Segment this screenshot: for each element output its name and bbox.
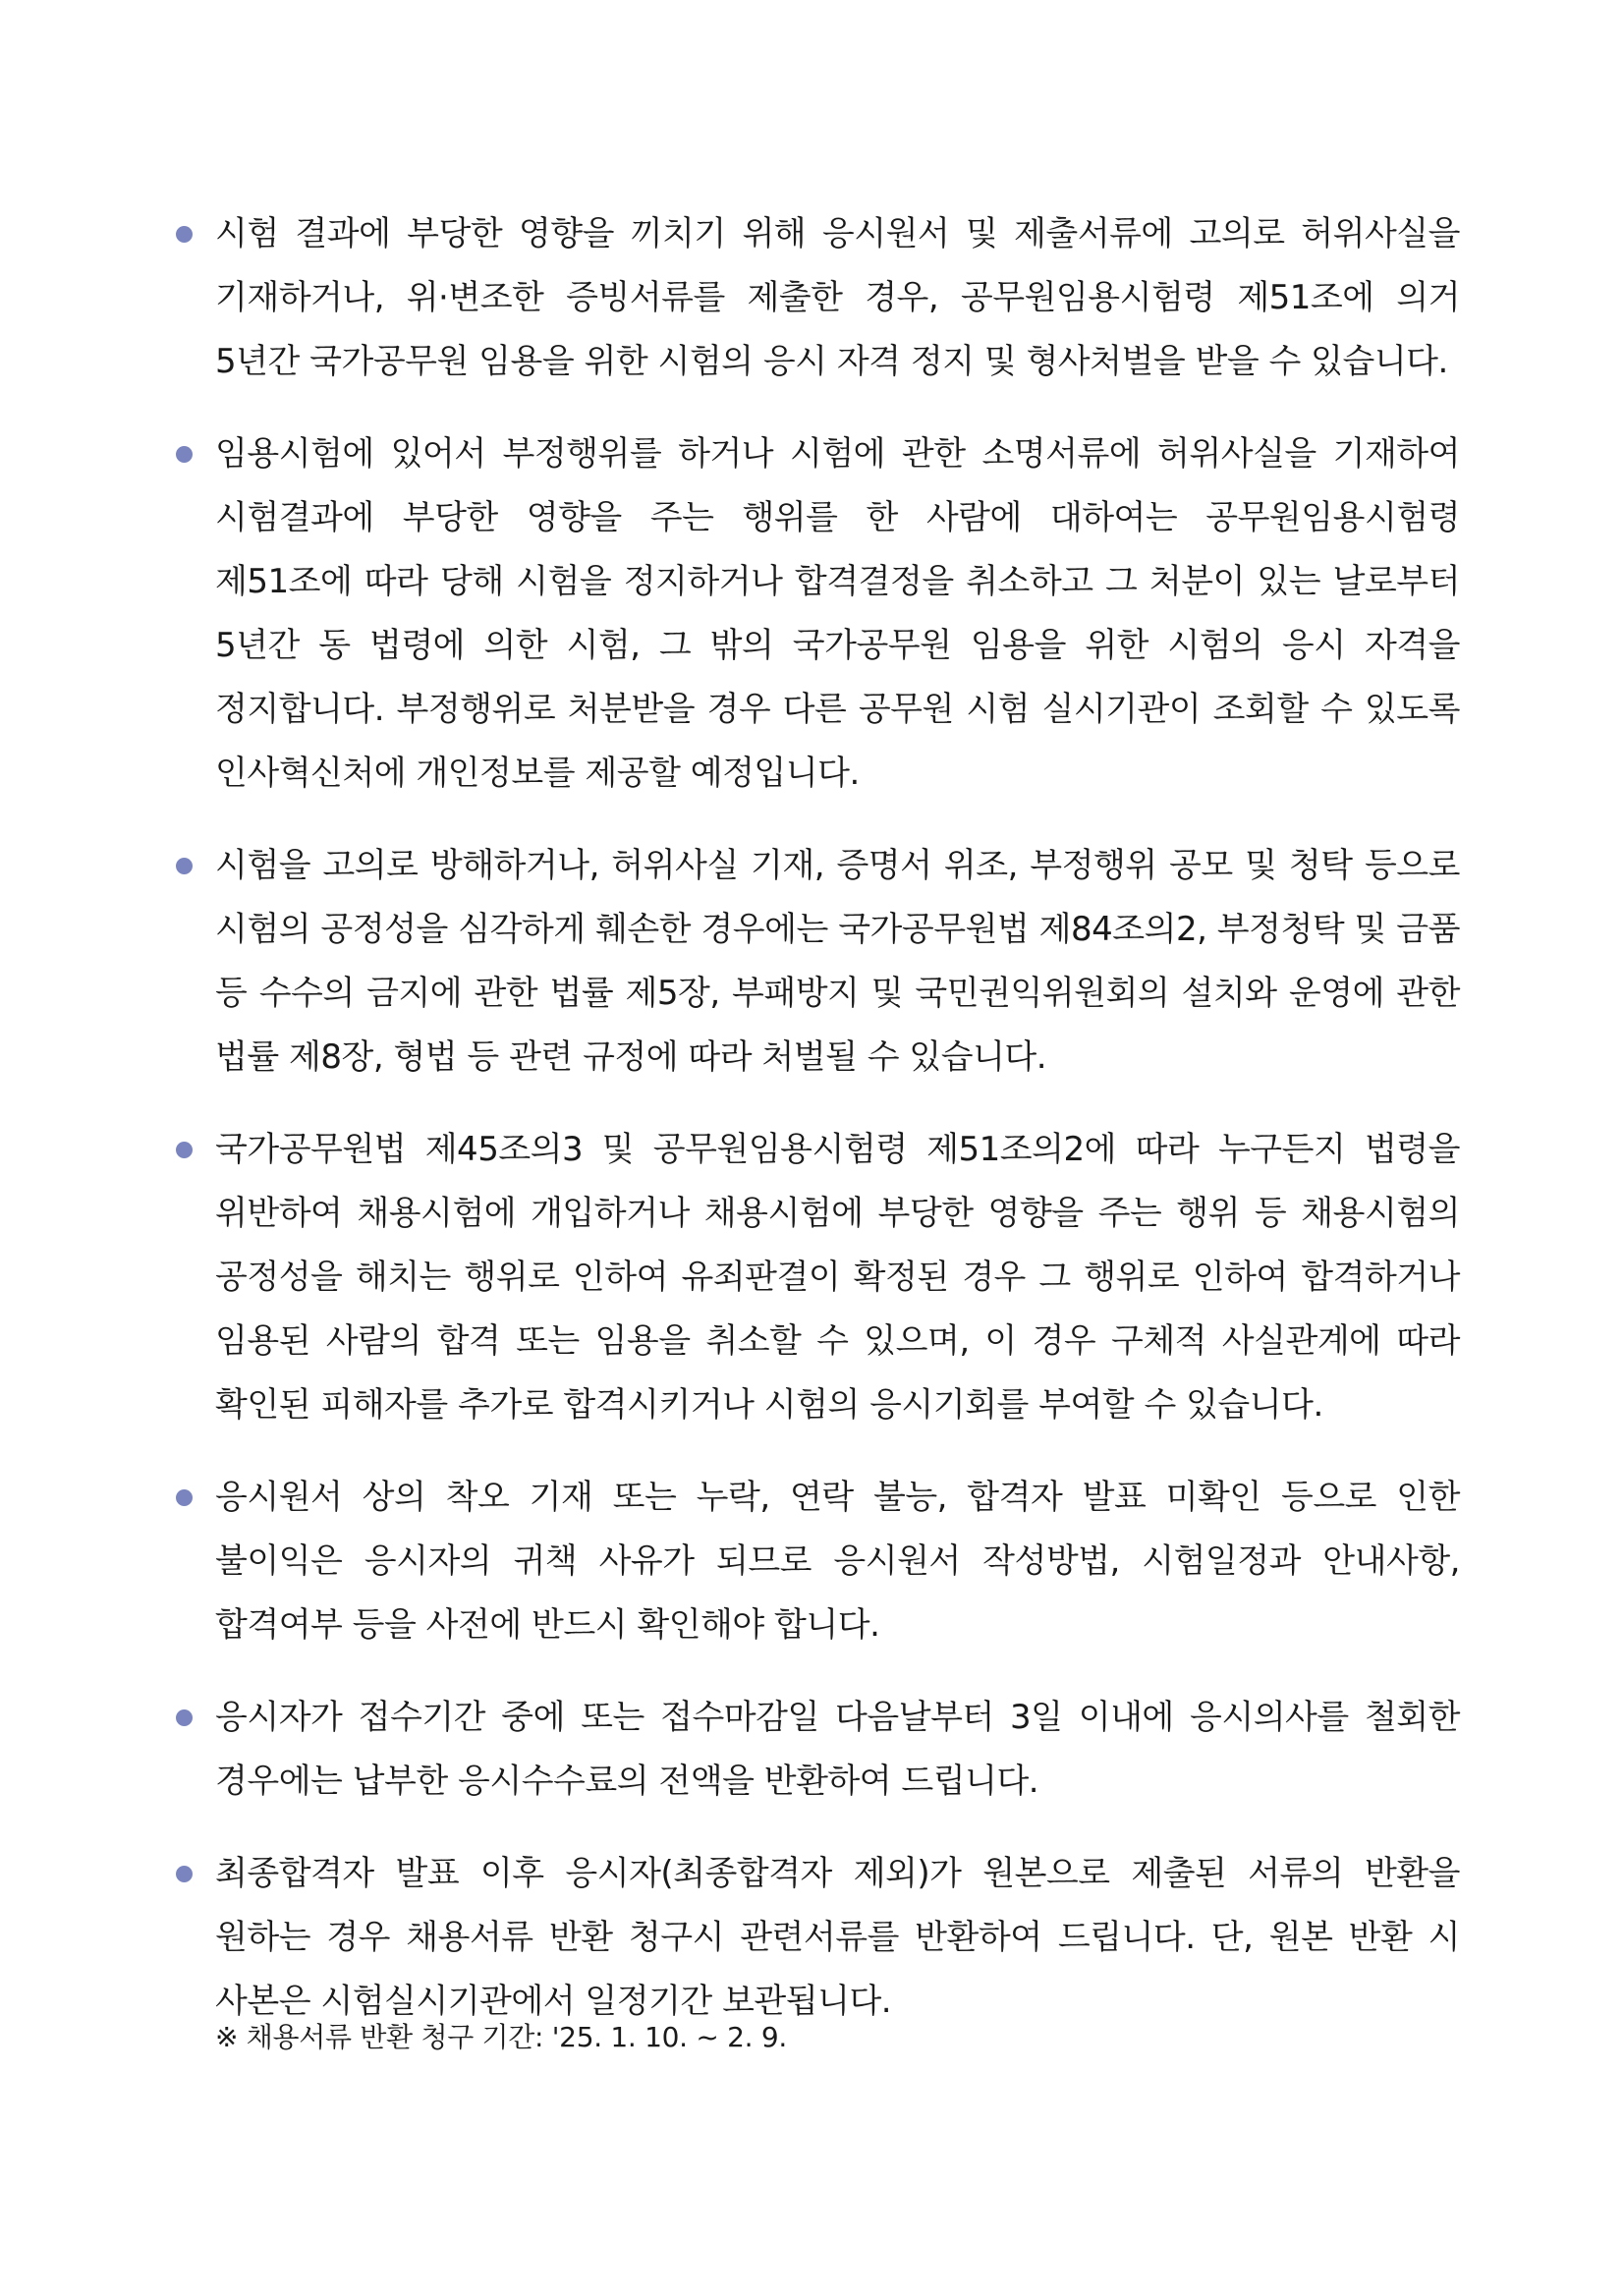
notice-text: 시험 결과에 부당한 영향을 끼치기 위해 응시원서 및 제출서류에 고의로 허위사실을 기재하거나, 위·변조한 증빙서류를 제출한 경우, 공무원임용시험령 제51조에 의거 5년간 국가공무원 임용을 위한 시험의 응시 자격 정지 및 형사처벌을 받을 수 있습니다.	[215, 214, 1460, 381]
notice-text: 국가공무원법 제45조의3 및 공무원임용시험령 제51조의2에 따라 누구든지 법령을 위반하여 채용시험에 개입하거나 채용시험에 부당한 영향을 주는 행위 등 채용시험의 공정성을 해치는 행위로 인하여 유죄판결이 확정된 경우 그 행위로 인하여 합격하거나 임용된 사람의 합격 또는 임용을 취소할 수 있으며, 이 경우 구체적 사실관계에 따라 확인된 피해자를 추가로 합격시키거나 시험의 응시기회를 부여할 수 있습니다.	[215, 1130, 1460, 1425]
notice-item	[173, 1842, 1460, 2034]
bullet-dot-icon	[176, 1142, 193, 1158]
notice-text: 응시자가 접수기간 중에 또는 접수마감일 다음날부터 3일 이내에 응시의사를 철회한 경우에는 납부한 응시수수료의 전액을 반환하여 드립니다.	[215, 1698, 1460, 1801]
bullet-dot-icon	[176, 226, 193, 243]
bullet-dot-icon	[176, 1709, 193, 1726]
notice-item	[173, 834, 1460, 1090]
notice-text: 최종합격자 발표 이후 응시자(최종합격자 제외)가 원본으로 제출된 서류의 반환을 원하는 경우 채용서류 반환 청구시 관련서류를 반환하여 드립니다. 단, 원본 반환 시 사본은 시험실시기관에서 일정기간 보관됩니다.	[215, 1854, 1460, 2021]
notice-item	[173, 202, 1460, 394]
bullet-dot-icon	[176, 1866, 193, 1882]
notice-item	[173, 1118, 1460, 1437]
notice-text: 임용시험에 있어서 부정행위를 하거나 시험에 관한 소명서류에 허위사실을 기재하여 시험결과에 부당한 영향을 주는 행위를 한 사람에 대하여는 공무원임용시험령 제51조에 따라 당해 시험을 정지하거나 합격결정을 취소하고 그 처분이 있는 날로부터 5년간 동 법령에 의한 시험, 그 밖의 국가공무원 임용을 위한 시험의 응시 자격을 정지합니다. 부정행위로 처분받을 경우 다른 공무원 시험 실시기관이 조회할 수 있도록 인사혁신처에 개인정보를 제공할 예정입니다.	[215, 434, 1460, 793]
notice-item	[173, 422, 1460, 806]
notice-item	[173, 1686, 1460, 1814]
notice-text: 응시원서 상의 착오 기재 또는 누락, 연락 불능, 합격자 발표 미확인 등으로 인한 불이익은 응시자의 귀책 사유가 되므로 응시원서 작성방법, 시험일정과 안내사항, 합격여부 등을 사전에 반드시 확인해야 합니다.	[215, 1478, 1460, 1645]
notice-list	[173, 202, 1460, 2062]
bullet-dot-icon	[176, 858, 193, 874]
bullet-dot-icon	[176, 1489, 193, 1506]
bullet-dot-icon	[176, 446, 193, 463]
footnote-return-period: ※ 채용서류 반환 청구 기간: '25. 1. 10. ~ 2. 9.	[215, 2021, 787, 2053]
notice-item	[173, 1466, 1460, 1657]
notice-text: 시험을 고의로 방해하거나, 허위사실 기재, 증명서 위조, 부정행위 공모 및 청탁 등으로 시험의 공정성을 심각하게 훼손한 경우에는 국가공무원법 제84조의2, 부정청탁 및 금품 등 수수의 금지에 관한 법률 제5장, 부패방지 및 국민권익위원회의 설치와 운영에 관한 법률 제8장, 형법 등 관련 규정에 따라 처벌될 수 있습니다.	[215, 846, 1460, 1077]
